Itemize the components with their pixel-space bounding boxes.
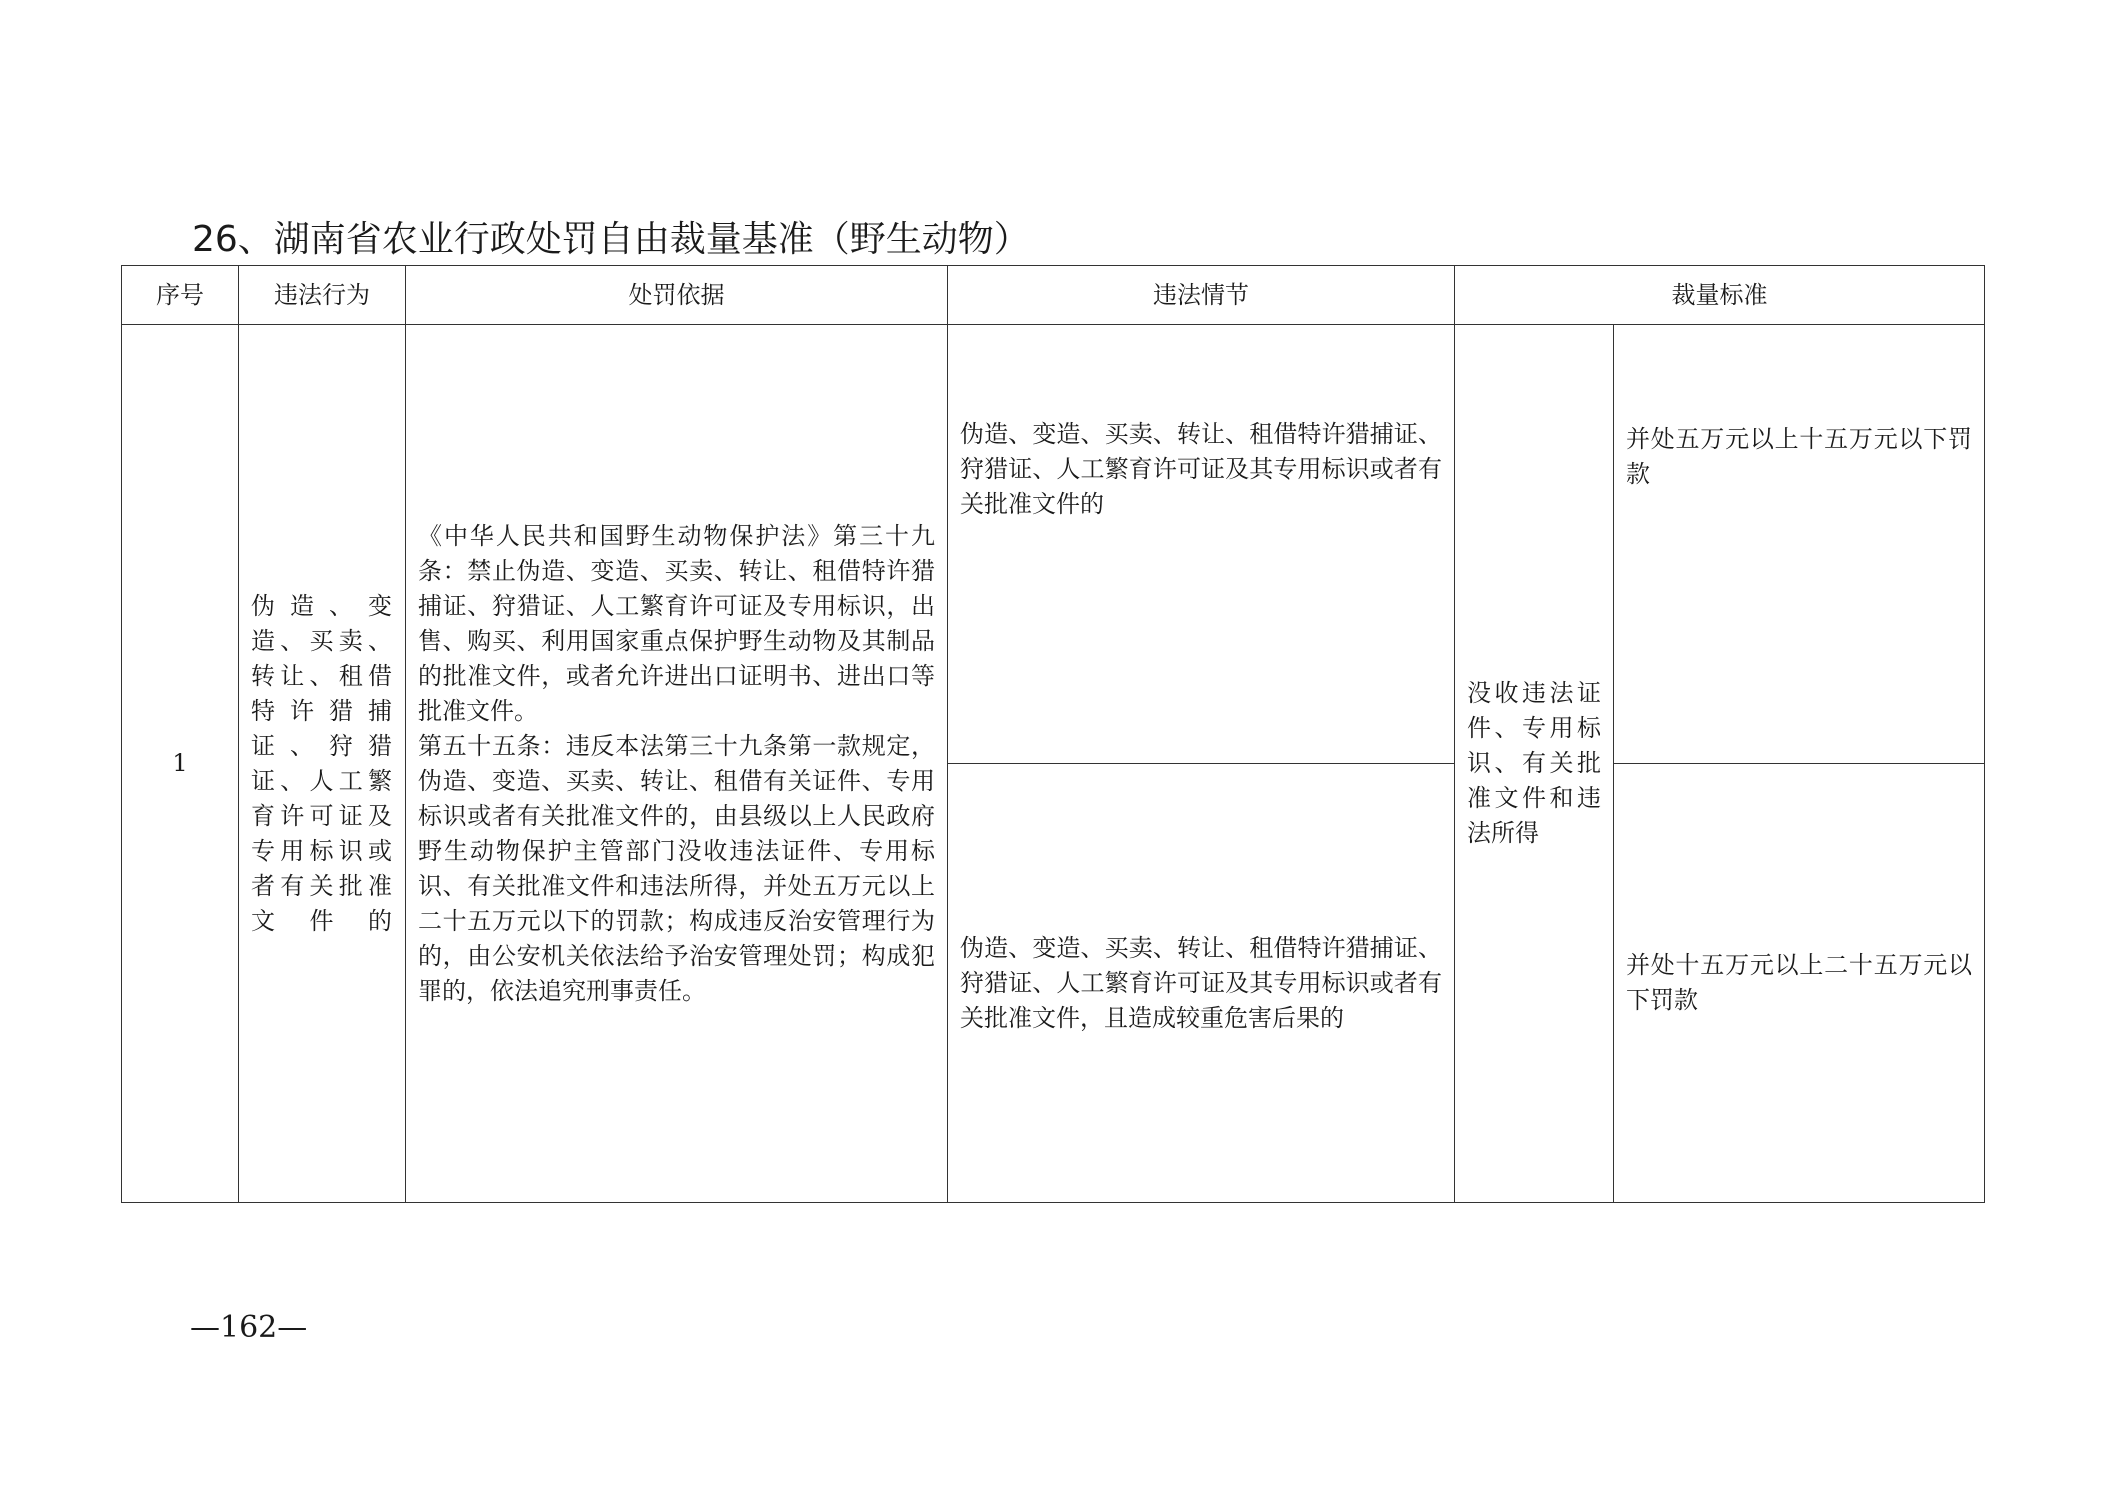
fine-standard-general: 并处五万元以上十五万元以下罚款	[1614, 325, 1985, 764]
table-header-row	[122, 266, 1985, 325]
penalty-basis	[406, 325, 948, 1203]
page-number: —162—	[190, 1310, 308, 1345]
penalty-basis-article-39: 《中华人民共和国野生动物保护法》第三十九条：禁止伪造、变造、买卖、转让、租借特许猎捕证、狩猎证、人工繁育许可证及专用标识，出售、购买、利用国家重点保护野生动物及其制品的批准文件，或者允许进出口证明书、进出口等批准文件。	[418, 521, 935, 725]
circumstance-serious: 伪造、变造、买卖、转让、租借特许猎捕证、狩猎证、人工繁育许可证及其专用标识或者有关批准文件，且造成较重危害后果的	[948, 764, 1455, 1203]
header-index: 序号	[122, 266, 239, 325]
table-row	[122, 325, 1985, 764]
confiscation-measure: 没收违法证件、专用标识、有关批准文件和违法所得	[1455, 325, 1614, 1203]
header-circumstance: 违法情节	[948, 266, 1455, 325]
page-title: 26、湖南省农业行政处罚自由裁量基准（野生动物）	[192, 219, 1030, 260]
circumstance-general: 伪造、变造、买卖、转让、租借特许猎捕证、狩猎证、人工繁育许可证及其专用标识或者有关批准文件的	[948, 325, 1455, 764]
violation-act: 伪造、变造、买卖、转让、租借特许猎捕证、狩猎证、人工繁育许可证及专用标识或者有关批准文件的	[239, 325, 406, 1203]
discretion-table	[121, 265, 1985, 1203]
header-standard: 裁量标准	[1455, 266, 1985, 325]
fine-standard-serious: 并处十五万元以上二十五万元以下罚款	[1614, 764, 1985, 1203]
row-index: 1	[122, 325, 239, 1203]
header-act: 违法行为	[239, 266, 406, 325]
header-basis: 处罚依据	[406, 266, 948, 325]
penalty-basis-article-55: 第五十五条：违反本法第三十九条第一款规定，伪造、变造、买卖、转让、租借有关证件、专用标识或者有关批准文件的，由县级以上人民政府野生动物保护主管部门没收违法证件、专用标识、有关批准文件和违法所得，并处五万元以上二十五万元以下的罚款；构成违反治安管理行为的，由公安机关依法给予治安管理处罚；构成犯罪的，依法追究刑事责任。	[418, 731, 935, 1005]
